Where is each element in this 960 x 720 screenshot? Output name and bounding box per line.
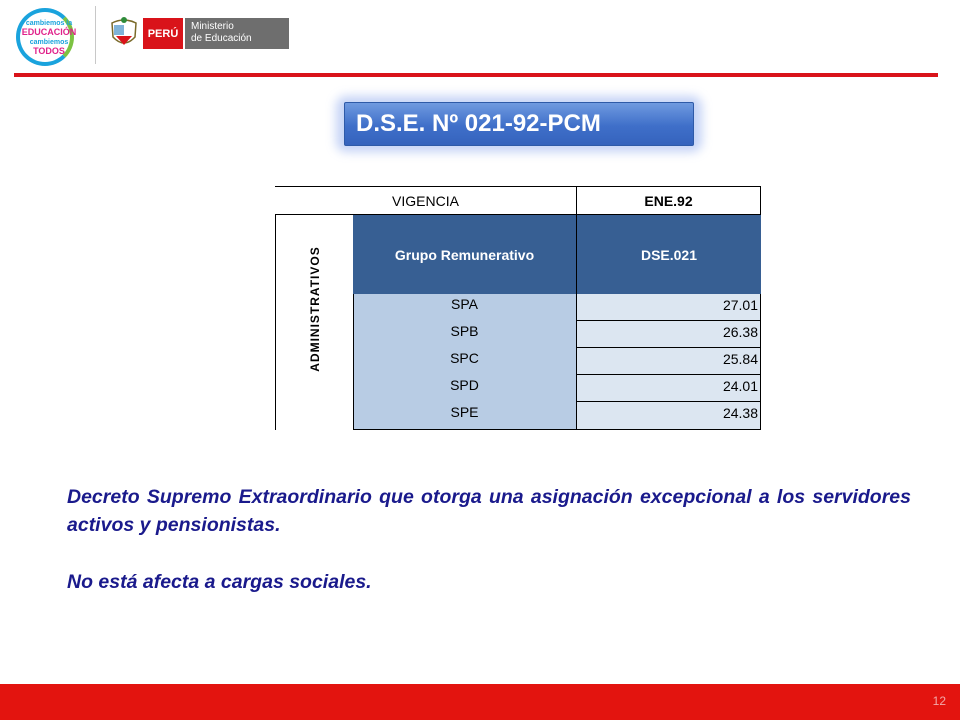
campaign-logo-text-4: TODOS <box>33 46 65 56</box>
vigencia-value: ENE.92 <box>576 186 761 214</box>
page-number: 12 <box>932 694 946 708</box>
remuneration-table <box>275 186 761 430</box>
ministry-brand <box>185 18 289 49</box>
coat-of-arms-icon <box>108 15 140 51</box>
table-row-value: 24.01 <box>576 375 761 402</box>
row-group-cell <box>275 214 353 430</box>
table-row-value: 25.84 <box>576 348 761 375</box>
peru-brand: PERÚ <box>143 18 183 49</box>
campaign-logo-ring <box>16 8 74 66</box>
table-row-value: 24.38 <box>576 402 761 430</box>
table-row-value: 27.01 <box>576 294 761 321</box>
page-title: D.S.E. Nº 021-92-PCM <box>344 102 694 146</box>
note-paragraph: No está afecta a cargas sociales. <box>67 571 372 593</box>
table-row-group: SPB <box>450 323 479 339</box>
campaign-logo <box>14 6 84 70</box>
column-header-value: DSE.021 <box>576 214 761 294</box>
vigencia-label: VIGENCIA <box>275 186 576 214</box>
header-divider <box>95 6 96 64</box>
campaign-logo-text-1: cambiemos la <box>25 20 73 27</box>
footer-bar <box>0 684 960 720</box>
campaign-logo-text-2: EDUCACIÓN <box>21 27 77 37</box>
table-row-value: 26.38 <box>576 321 761 348</box>
campaign-logo-text-3: cambiemos <box>29 39 69 46</box>
table-row-group: SPA <box>451 296 478 312</box>
column-header-group: Grupo Remunerativo <box>353 214 576 294</box>
header-rule <box>14 73 938 77</box>
table-row-group: SPD <box>450 377 479 393</box>
description-paragraph: Decreto Supremo Extraordinario que otorga una asignación excepcional a los servidores activos y pensionistas. <box>67 486 911 536</box>
table-row-group: SPC <box>450 350 479 366</box>
row-group-label: ADMINISTRATIVOS <box>308 246 322 372</box>
ministry-brand-line-1: Ministerio <box>191 21 234 32</box>
table-row-group: SPE <box>450 404 479 420</box>
ministry-brand-line-2: de Educación <box>191 33 252 44</box>
